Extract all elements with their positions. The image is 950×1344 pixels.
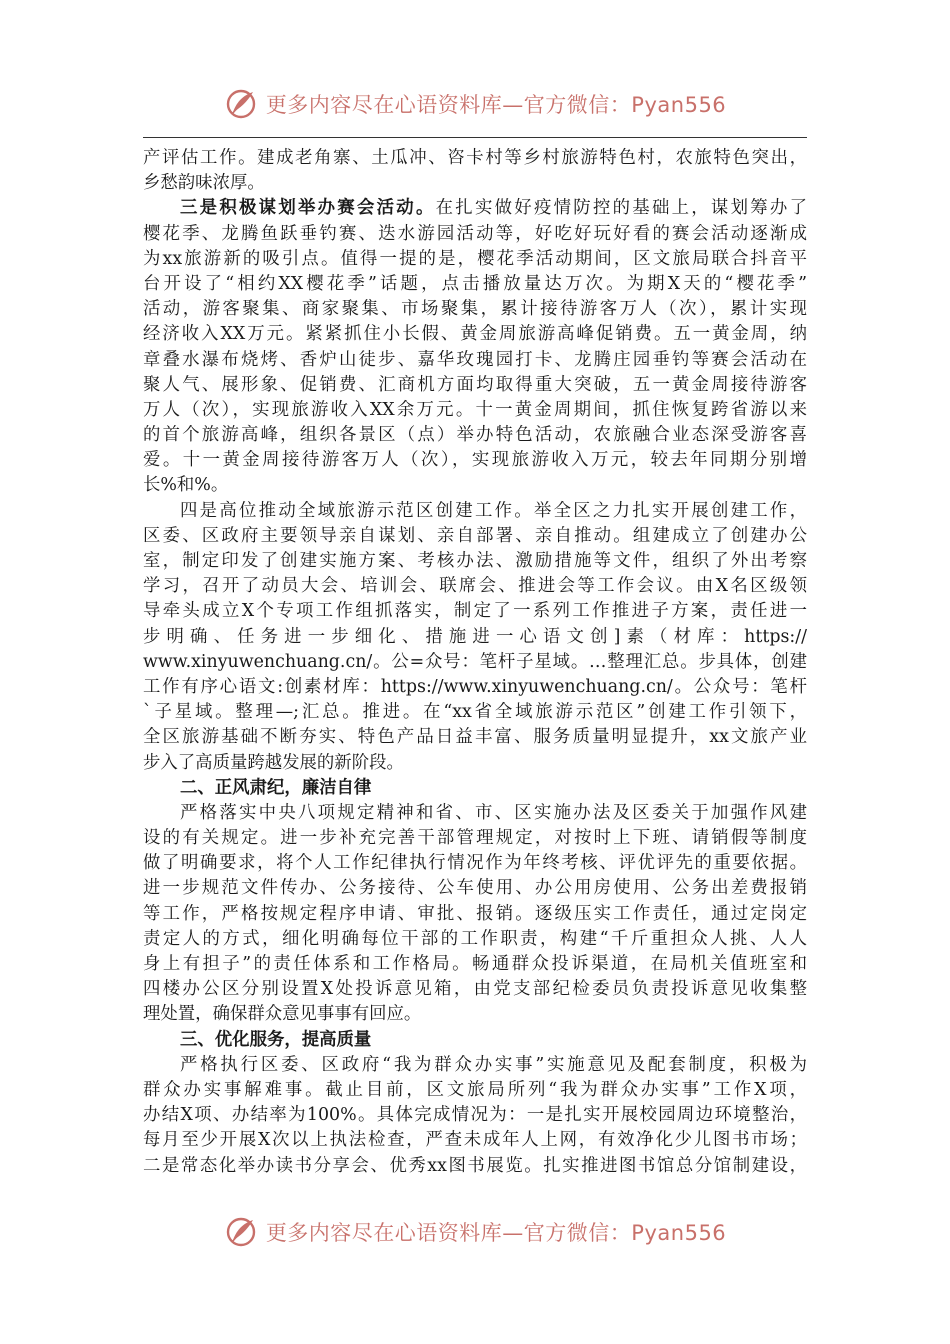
line-text: 等工作，严格按规定程序申请、审批、报销。逐级压实工作责任，通过定岗定 [143, 903, 807, 924]
bold-lead: 三、优化服务，提高质量 [180, 1029, 372, 1050]
line-text: 四楼办公区分别设置X处投诉意见箱，由党支部纪检委员负责投诉意见收集整 [143, 979, 807, 1000]
text-line [143, 348, 807, 373]
text-line [143, 902, 807, 927]
line-text: 严格落实中央八项规定精神和省、市、区实施办法及区委关于加强作风建 [180, 802, 807, 823]
text-line [143, 423, 807, 448]
header-banner [0, 82, 950, 126]
text-line [143, 876, 807, 901]
text-line [143, 499, 807, 524]
text-line [143, 1028, 807, 1053]
line-text: 每月至少开展X次以上执法检查，严查未成年人上网，有效净化少儿图书市场； [143, 1130, 807, 1151]
line-text: 区委、区政府主要领导亲自谋划、亲自部署、亲自推动。组建成立了创建办公 [143, 525, 807, 546]
line-text: 办结X项、办结率为100%。具体完成情况为：一是扎实开展校园周边环境整治， [143, 1105, 807, 1126]
line-text: 导牵头成立X个专项工作组抓落实，制定了一系列工作推进子方案，责任进一 [143, 601, 807, 622]
text-line [143, 1078, 807, 1103]
footer-banner [0, 1210, 950, 1254]
line-text: 乡愁韵味浓厚。 [143, 173, 265, 194]
pen-leaf-logo-icon [224, 87, 258, 121]
text-line [143, 171, 807, 196]
text-line [143, 1154, 807, 1179]
line-text: 四是高位推动全域旅游示范区创建工作。举全区之力扎实开展创建工作， [180, 500, 807, 521]
text-line [143, 448, 807, 473]
line-text: 台开设了“相约XX樱花季”话题，点击播放量达万次。为期X天的“樱花季” [143, 273, 807, 294]
text-line [143, 322, 807, 347]
text-line [143, 700, 807, 725]
line-text: 步明确、任务进一步细化、措施进一心语文创]素（材库：https:// [143, 626, 807, 647]
text-line [143, 524, 807, 549]
line-text: 在扎实做好疫情防控的基础上，谋划筹办了 [435, 198, 807, 219]
bold-lead: 二、正风肃纪，廉洁自律 [180, 777, 372, 798]
text-line [143, 625, 807, 650]
text-line [143, 952, 807, 977]
text-line [143, 801, 807, 826]
text-line [143, 1103, 807, 1128]
line-text: 身上有担子”的责任体系和工作格局。畅通群众投诉渠道，在局机关值班室和 [143, 954, 807, 974]
text-line [143, 650, 807, 675]
text-line [143, 725, 807, 750]
text-line [143, 574, 807, 599]
text-line [143, 1128, 807, 1153]
line-text: 经济收入XX万元。紧紧抓住小长假、黄金周旅游高峰促销费。五一黄金周，纳 [143, 324, 807, 345]
line-text: 产评估工作。建成老角寨、土瓜冲、咨卡村等乡村旅游特色村，农旅特色突出， [143, 148, 807, 168]
text-line [143, 398, 807, 423]
line-text: 做了明确要求，将个人工作纪律执行情况作为年终考核、评优评先的重要依据。 [143, 853, 807, 874]
text-line [143, 297, 807, 322]
text-line [143, 1002, 807, 1027]
line-text: 二是常态化举办读书分享会、优秀xx图书展览。扎实推进图书馆总分馆制建设， [143, 1155, 807, 1176]
text-line [143, 222, 807, 247]
line-text: 进一步规范文件传办、公务接待、公车使用、办公用房使用、公务出差费报销 [143, 878, 807, 899]
text-line [143, 826, 807, 851]
text-line [143, 473, 807, 498]
line-text: 理处置，确保群众意见事事有回应。 [143, 1004, 422, 1025]
line-text: 长%和%。 [143, 475, 229, 496]
text-line [143, 599, 807, 624]
line-text: 步入了高质量跨越发展的新阶段。 [143, 752, 404, 773]
text-line [143, 196, 807, 221]
line-text: 室，制定印发了创建实施方案、考核办法、激励措施等文件，组织了外出考察 [143, 551, 807, 571]
line-text: www.xinyuwenchuang.cn/。公=众号：笔杆子星域。…整理汇总。步具体，创建 [143, 651, 807, 672]
line-text: 全区旅游基础不断夯实、特色产品日益丰富、服务质量明显提升，xx文旅产业 [143, 727, 807, 748]
line-text: 爱。十一黄金周接待游客万人（次），实现旅游收入万元，较去年同期分别增 [143, 450, 807, 471]
text-line [143, 927, 807, 952]
text-line [143, 549, 807, 574]
line-text: `子星域。整理—;汇总。推进。在“xx省全域旅游示范区”创建工作引领下， [143, 702, 807, 723]
line-text: 设的有关规定。进一步补充完善干部管理规定，对按时上下班、请销假等制度 [143, 828, 807, 849]
text-line [143, 751, 807, 776]
document-body [143, 146, 807, 1179]
text-line [143, 247, 807, 272]
line-text: 的首个旅游高峰，组织各景区（点）举办特色活动，农旅融合业态深受游客喜 [143, 425, 807, 446]
line-text: 樱花季、龙腾鱼跃垂钓赛、迭水游园活动等，好吃好玩好看的赛会活动逐渐成 [143, 223, 807, 244]
pen-leaf-logo-icon [224, 1215, 258, 1249]
line-text: 万人（次），实现旅游收入XX余万元。十一黄金周期间，抓住恢复跨省游以来 [143, 399, 807, 420]
banner-text: 更多内容尽在心语资料库—官方微信：Pyan556 [265, 93, 727, 117]
text-line [143, 373, 807, 398]
text-line [143, 146, 807, 171]
line-text: 责定人的方式，细化明确每位干部的工作职责，构建“千斤重担众人挑、人人 [143, 928, 807, 949]
text-line [143, 851, 807, 876]
line-text: 章叠水瀑布烧烤、香炉山徒步、嘉华玫瑰园打卡、龙腾庄园垂钓等赛会活动在 [143, 349, 807, 370]
line-text: 活动，游客聚集、商家聚集、市场聚集，累计接待游客万人（次），累计实现 [143, 299, 807, 320]
text-line [143, 272, 807, 297]
line-text: 严格执行区委、区政府“我为群众办实事”实施意见及配套制度，积极为 [180, 1054, 807, 1075]
line-text: 聚人气、展形象、促销费、汇商机方面均取得重大突破，五一黄金周接待游客 [143, 374, 807, 395]
bold-lead: 三是积极谋划举办赛会活动。 [180, 198, 436, 219]
text-line [143, 675, 807, 700]
line-text: 群众办实事解难事。截止目前，区文旅局所列“我为群众办实事”工作X项， [143, 1079, 807, 1100]
text-line [143, 776, 807, 801]
banner-text: 更多内容尽在心语资料库—官方微信：Pyan556 [265, 1221, 727, 1245]
line-text: 学习，召开了动员大会、培训会、联席会、推进会等工作会议。由X名区级领 [143, 576, 807, 597]
header-divider [143, 137, 807, 138]
line-text: 工作有序心语文:创素材库：https://www.xinyuwenchuang.cn/。公众号：笔杆 [143, 676, 807, 697]
text-line [143, 1053, 807, 1078]
text-line [143, 977, 807, 1002]
line-text: 为xx旅游新的吸引点。值得一提的是，樱花季活动期间，区文旅局联合抖音平 [143, 248, 807, 269]
